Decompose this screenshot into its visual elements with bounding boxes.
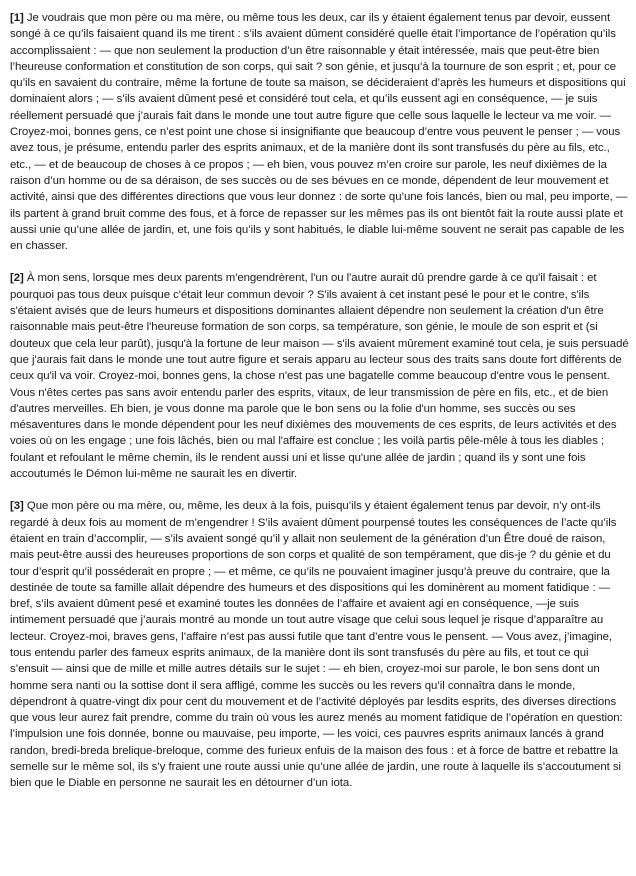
paragraph-text: Que mon père ou ma mère, ou, même, les deux à la fois, puisqu’ils y étaient également tenus par devoir, n’y ont-ils regardé à deux fois au moment de m’engendrer ! S’ils avaient dûment pourpensé toutes les conséquences de l’acte qu’ils étaient en train d’accomplir, — s’ils avaient songé qu’il y allait non seulement de la génération d’un Être doué de raison, mais peut-être aussi des heureuses proportions de son corps et qualité de son tempérament, que dis-je ? du génie et du tour d’esprit qu’il posséderait en propre ; — et même, ce qu’ils ne pouvaient imaginer jusqu’à preuve du contraire, que la destinée de toute sa famille allait dépendre des humeurs et des dispositions qui les dominèrent au moment fatidique : — bref, s’ils avaient dûment pesé et examiné toutes les données de l’affaire et avaient agi en conséquence, —je suis intimement persuadé que j’aurais montré au monde un tout autre visage que celui sous lequel je risque d’apparaître au lecteur. Croyez-moi, braves gens, l’affaire n’est pas aussi futile que tant d’entre vous le pensent. — Vous avez, j’imagine, tous entendu parler des fameux esprits animaux, de la manière dont ils sont transfusés du père au fils, et tout ce qui s’ensuit — ainsi que de mille et mille autres détails sur le sujet : — eh bien, croyez-moi sur parole, le bon sens dont un homme sera nanti ou la sottise dont il sera affligé, comme les succès ou les revers qu’il connaîtra dans le monde, dépendront à quatre-vingt dix pour cent du mouvement et de l’activité déployés par lesdits esprits, des diverses directions que vous leur aurez fait prendre, comme du train où vous les aurez menés au moment fatidique de l’opération en question: l’impulsion une fois donnée, bonne ou mauvaise, peu importe, — les voici, ces pauvres esprits animaux lancés à grand randon, bredi-breda brelique-breloque, comme des furieux enfuis de la maison des fous : et à force de battre et rebattre la semelle sur le même sol, ils s’y fraient une route aussi unie qu’une allée de jardin, une route à laquelle ils s’accoutument si bien que le Diable en personne ne saurait les en détourner d’un iota. xyxy=(10,500,623,790)
paragraph-3 xyxy=(10,498,629,791)
paragraph-2 xyxy=(10,270,629,482)
paragraph-marker: [1] xyxy=(10,12,24,24)
paragraph-1 xyxy=(10,10,629,254)
paragraph-text: À mon sens, lorsque mes deux parents m'engendrèrent, l'un ou l'autre aurait dû prendre garde à ce qu'il faisait : et pourquoi pas tous deux puisque c'était leur commun devoir ? S'ils avaient à cet instant pesé le pour et le contre, s'ils s'étaient avisés que de leurs humeurs et dispositions dominantes allaient dépendre non seulement la création d'un être raisonnable mais peut-être l'heureuse formation de son corps, sa température, son génie, le moule de son esprit et (si douteux que cela leur parût), jusqu'à la fortune de leur maison — s'ils avaient mûrement examiné tout cela, je suis persuadé que j'aurais fait dans le monde une tout autre figure et serais apparu au lecteur sous des traits sans doute fort différents de ceux qu'il va voir. Croyez-moi, bonnes gens, la chose n'est pas une bagatelle comme beaucoup d'entre vous le pensent. Vous n'êtes certes pas sans avoir entendu parler des esprits, vitaux, de leur transmission de père en fils, etc., et de bien d'autres merveilles. Eh bien, je vous donne ma parole que le bon sens ou la folie d'un homme, ses succès ou ses mésaventures dans le monde dépendent pour les neuf dixièmes des mouvements de ces esprits, de leurs activités et des voies où on les engage ; une fois lâchés, bien ou mal l'affaire est conclue ; les voilà partis pêle-mêle à tous les diables ; foulant et refoulant le même chemin, ils le rendent aussi uni et lisse qu'une allée de jardin ; quand ils y sont une fois accoutumés le Démon lui-même ne saurait les en divertir. xyxy=(10,272,629,481)
paragraph-marker: [2] xyxy=(10,272,24,285)
paragraph-marker: [3] xyxy=(10,500,24,513)
paragraph-text: Je voudrais que mon père ou ma mère, ou même tous les deux, car ils y étaient également tenus par devoir, eussent songé à ce qu’ils faisaient quand ils me tirent : s’ils avaient dûment considéré quelle était l’importance de l’opération qu’ils accomplissaient : — que non seulement la production d’un être raisonnable y était intéressée, mais que peut-être bien l’heureuse conformation et constitution de son corps, qui sait ? son génie, et jusqu’à la tournure de son esprit ; et, pour ce qu’ils en savaient du contraire, même la fortune de toute sa maison, se décideraient d’après les humeurs et dispositions qui dominaient alors ; — s’ils avaient dûment pesé et considéré tout cela, et qu’ils eussent agi en conséquence, — je suis réellement persuadé que j’aurais fait dans le monde une tout autre figure que celle sous laquelle le lecteur va me voir. — Croyez-moi, bonnes gens, ce n’est point une chose si insignifiante que beaucoup d’entre vous peuvent le penser ; — vous avez tous, je présume, entendu parler des esprits animaux, et de la manière dont ils sont transfusés du père au fils, etc., etc., — et de beaucoup de choses à ce propos ; — eh bien, vous pouvez m’en croire sur parole, les neuf dixièmes de la raison d’un homme ou de sa déraison, de ses succès ou de ses bévues en ce monde, dépendent de leur mouvement et activité, ainsi que des différentes directions que vous leur donnez : de sorte qu’une fois lancés, bien ou mal, peu importe, — ils partent à grand bruit comme des fous, et à force de repasser sur les mêmes pas ils ont bientôt fait la route aussi plate et aussi unie qu’une allée de jardin, et, une fois qu’ils y sont habitués, le diable lui-même souvent ne serait pas capable de les en chasser. xyxy=(10,12,628,253)
